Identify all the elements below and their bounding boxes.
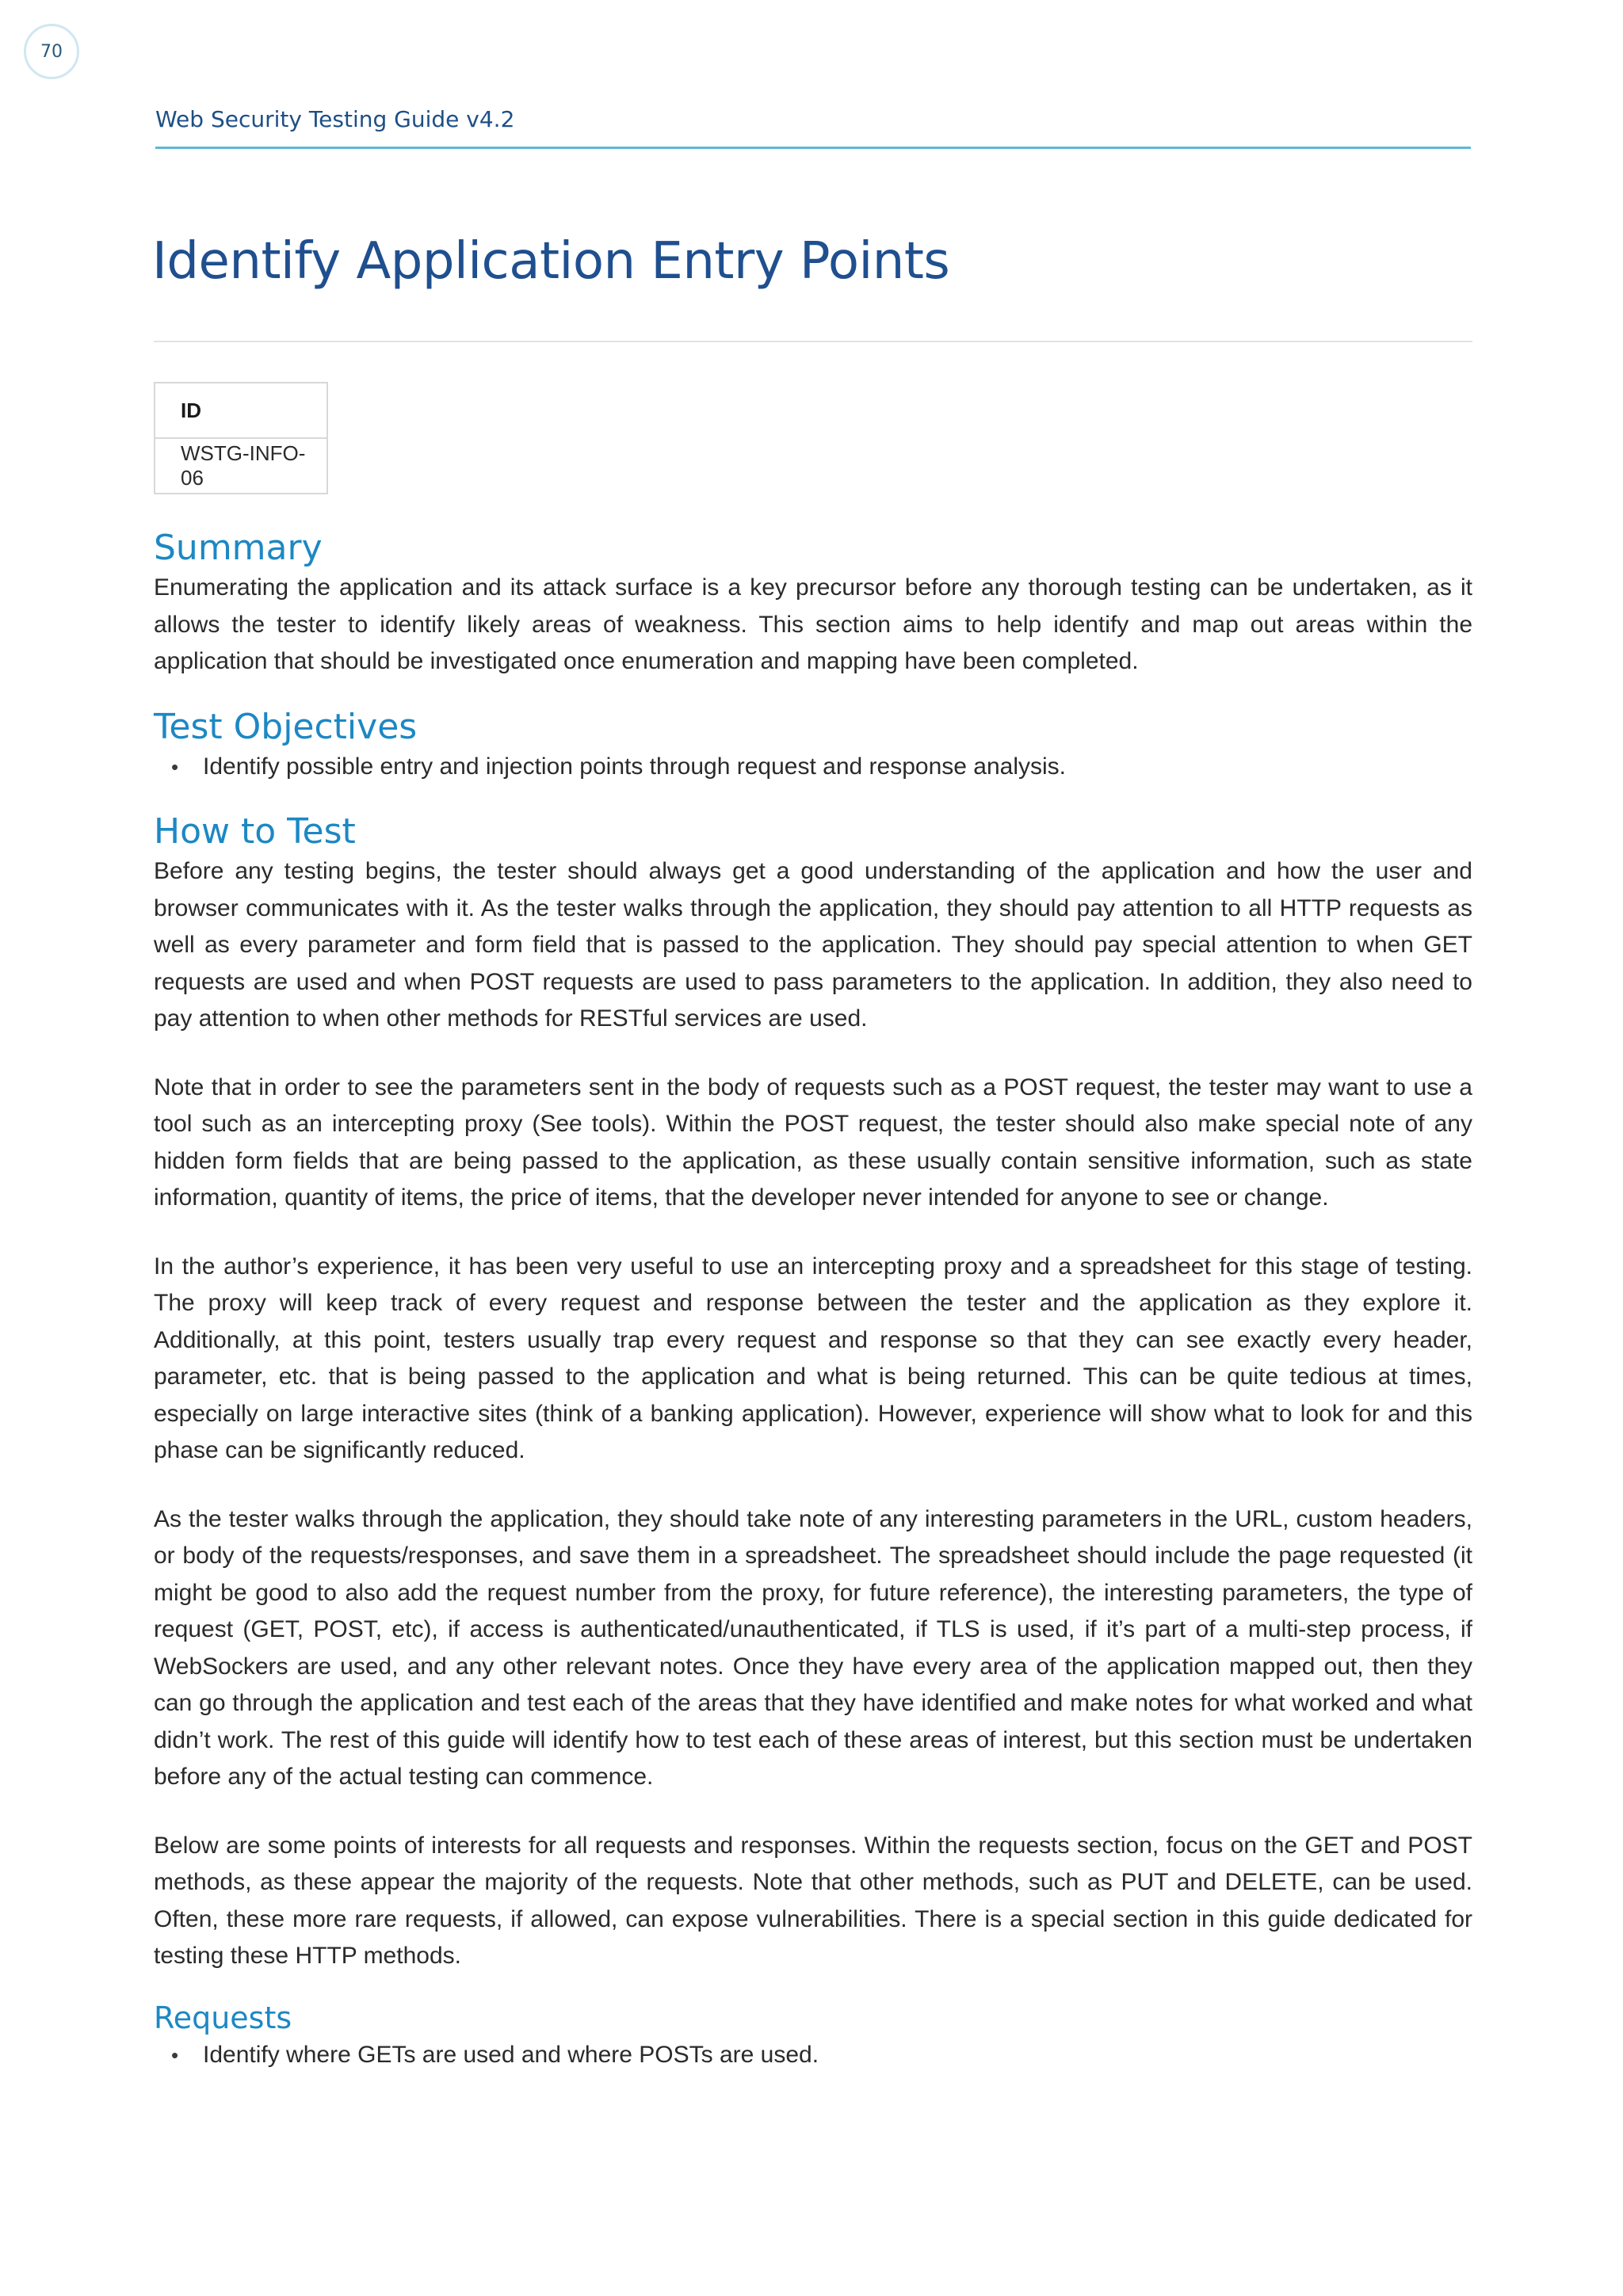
running-header: Web Security Testing Guide v4.2 — [155, 106, 515, 132]
page-number: 70 — [24, 24, 79, 79]
requests-heading: Requests — [154, 2000, 292, 2035]
requests-list — [154, 2037, 1472, 2074]
how-to-test-paragraph: Note that in order to see the parameters sent in the body of requests such as a POST request, the tester may want to use a tool such as an intercepting proxy (See tools). Within the POST request, the tester should also make special note of any hidden form fields that are being passed to the application, as these usually contain sensitive information, such as state information, quantity of items, the price of items, that the developer never intended for anyone to see or change. — [154, 1074, 1472, 1211]
page-title: Identify Application Entry Points — [152, 232, 950, 291]
how-to-test-paragraph: As the tester walks through the application, they should take note of any interesting parameters in the URL, custom headers, or body of the requests/responses, and save them in a spreadsheet. The spreadsheet should include the page requested (it might be good to also add the request number from the proxy, for future reference), the interesting parameters, the type of request (GET, POST, etc), if access is authenticated/unauthenticated, if TLS is used, if it’s part of a multi-step process, if WebSockers are used, and any other relevant notes. Once they have every area of the application mapped out, then they can go through the application and test each of the areas that they have identified and make notes for what worked and what didn’t work. The rest of this guide will identify how to test each of these areas of interest, but this section must be undertaken before any of the actual testing can commence. — [154, 1505, 1472, 1790]
id-table — [154, 382, 328, 494]
id-table-header: ID — [155, 383, 327, 438]
how-to-test-paragraph: Before any testing begins, the tester should always get a good understanding of the application and how the user and browser communicates with it. As the tester walks through the application, they should pay attention to all HTTP requests as well as every parameter and form field that is passed to the application. They should pay special attention to when GET requests are used and when POST requests are used to pass parameters to the application. In addition, they also need to pay attention to when other methods for RESTful services are used. — [154, 858, 1472, 1032]
list-item: • Identify possible entry and injection points through request and response analysis. — [154, 749, 1472, 786]
title-divider — [154, 341, 1472, 342]
how-to-test-heading: How to Test — [154, 811, 356, 852]
how-to-test-paragraph: Below are some points of interests for all requests and responses. Within the requests section, focus on the GET and POST methods, as these appear the majority of the requests. Note that other methods, such as PUT and DELETE, can be used. Often, these more rare requests, if allowed, can expose vulnerabilities. There is a special section in this guide dedicated for testing these HTTP methods. — [154, 1832, 1472, 1969]
id-table-value: WSTG-INFO-06 — [155, 438, 327, 494]
summary-heading: Summary — [154, 528, 323, 568]
how-to-test-paragraph: In the author’s experience, it has been very useful to use an intercepting proxy and a spreadsheet for this stage of testing. The proxy will keep track of every request and response between the tester and the application as they explore it. Additionally, at this point, testers usually trap every request and response so that they can see exactly every header, parameter, etc. that is being passed to the application and what is being returned. This can be quite tedious at times, especially on large interactive sites (think of a banking application). However, experience will show what to look for and this phase can be significantly reduced. — [154, 1253, 1472, 1463]
summary-paragraph: Enumerating the application and its attack surface is a key precursor before any thorough testing can be undertaken, as it allows the tester to identify likely areas of weakness. This section aims to help identify and map out areas within the application that should be investigated once enumeration and mapping have been completed. — [154, 574, 1472, 674]
test-objectives-list — [154, 749, 1472, 786]
test-objectives-heading: Test Objectives — [154, 706, 418, 747]
main-content — [154, 527, 1472, 2073]
header-rule — [155, 147, 1471, 149]
list-item: • Identify where GETs are used and where POSTs are used. — [154, 2037, 1472, 2074]
